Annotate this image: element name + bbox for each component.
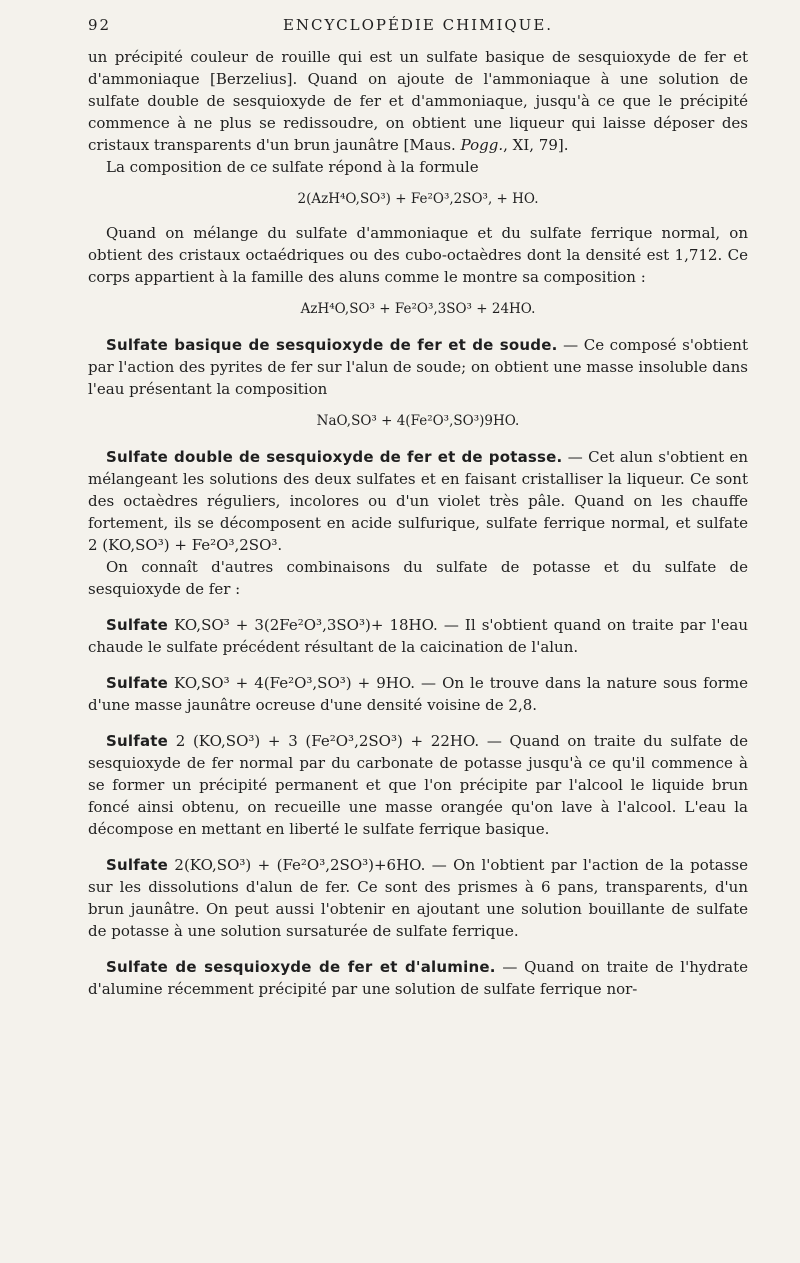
formula-soda-sulfate: NaO,SO³ + 4(Fe²O³,SO³)9HO. — [316, 413, 520, 429]
section-sulfate-3: Sulfate 2 (KO,SO³) + 3 (Fe²O³,2SO³) + 22HO. — Quand on traite du sulfate de sesquioxyde de fer normal par du carbonate de potasse jusqu'à ce qu'il commence à se former un précipité permanent et que l'on précipite par l'alcool le liquide brun foncé ainsi obtenu, on recueille une masse orangée qu'on lave à l'alcool. L'eau la décompose en mettant en liberté le sulfate ferrique basique. — [88, 732, 748, 838]
paragraph-composition: La composition de ce sulfate répond à la formule — [106, 158, 479, 176]
section-heading: Sulfate — [106, 616, 169, 634]
reference-journal: Pogg. — [460, 136, 504, 154]
paragraph-intro: un précipité couleur de rouille qui est un sulfate basique de sesquioxyde de fer et d'ammoniaque [Berzelius]. Quand on ajoute de l'ammoniaque à une solution de sulfate double de sesquioxyde de fer et d'ammoniaque, jusqu'à ce que le précipité commence à ne plus se redissoudre, on obtient une liqueur qui laisse déposer des cristaux transparents d'un brun jaunâtre [Maus. Pogg., XI, 79]. — [88, 48, 748, 154]
section-heading: Sulfate — [106, 674, 169, 692]
section-sulfate-1: Sulfate KO,SO³ + 3(2Fe²O³,3SO³)+ 18HO. — Il s'obtient quand on traite par l'eau chaude le sulfate précédent résultant de la caicination de l'alun. — [88, 616, 748, 656]
running-header — [88, 16, 748, 40]
section-alumina-sulfate: Sulfate de sesquioxyde de fer et d'alumine. — Quand on traite de l'hydrate d'alumine récemment précipité par une solution de sulfate ferrique nor- — [88, 958, 748, 998]
formula-ammonium-sulfate: 2(AzH⁴O,SO³) + Fe²O³,2SO³, + HO. — [297, 191, 539, 207]
section-heading: Sulfate — [106, 856, 169, 874]
running-title: ENCYCLOPÉDIE CHIMIQUE. — [282, 16, 554, 34]
section-soda-sulfate: Sulfate basique de sesquioxyde de fer et de soude. — Ce composé s'obtient par l'action des pyrites de fer sur l'alun de soude; on obtient une masse insoluble dans l'eau présentant la composition — [88, 336, 749, 398]
section-sulfate-4: Sulfate 2(KO,SO³) + (Fe²O³,2SO³)+6HO. — On l'obtient par l'action de la potasse sur les dissolutions d'alun de fer. Ce sont des prismes à 6 pans, transparents, d'un brun jaunâtre. On peut aussi l'obtenir en ajoutant une solution bouillante de sulfate de potasse à une solution sursaturée de sulfate ferrique. — [88, 856, 748, 940]
section-heading: Sulfate — [106, 732, 169, 750]
section-heading: Sulfate de sesquioxyde de fer et d'alumine. — [106, 958, 496, 976]
page-number: 92 — [88, 16, 112, 34]
page-body — [88, 46, 748, 1000]
paragraph-alum: Quand on mélange du sulfate d'ammoniaque et du sulfate ferrique normal, on obtient des cristaux octaédriques ou des cubo-octaèdres dont la densité est 1,712. Ce corps appartient à la famille des aluns comme le montre sa composition : — [88, 224, 748, 286]
section-potash-sulfate: Sulfate double de sesquioxyde de fer et de potasse. — Cet alun s'obtient en mélangeant les solutions des deux sulfates et en faisant cristalliser la liqueur. Ce sont des octaèdres réguliers, incolores ou d'un violet très pâle. Quand on les chauffe fortement, ils se décomposent en acide sulfurique, sulfate ferrique normal, et sulfate 2 (KO,SO³) + Fe²O³,2SO³. — [88, 448, 749, 554]
formula-ammonium-alum: AzH⁴O,SO³ + Fe²O³,3SO³ + 24HO. — [300, 301, 536, 317]
section-heading: Sulfate double de sesquioxyde de fer et de potasse. — [106, 448, 563, 466]
paragraph-other-combinations: On connaît d'autres combinaisons du sulfate de potasse et du sulfate de sesquioxyde de fer : — [88, 558, 748, 598]
section-sulfate-2: Sulfate KO,SO³ + 4(Fe²O³,SO³) + 9HO. — On le trouve dans la nature sous forme d'une masse jaunâtre ocreuse d'une densité voisine de 2,8. — [88, 674, 748, 714]
section-heading: Sulfate basique de sesquioxyde de fer et de soude. — [106, 336, 558, 354]
